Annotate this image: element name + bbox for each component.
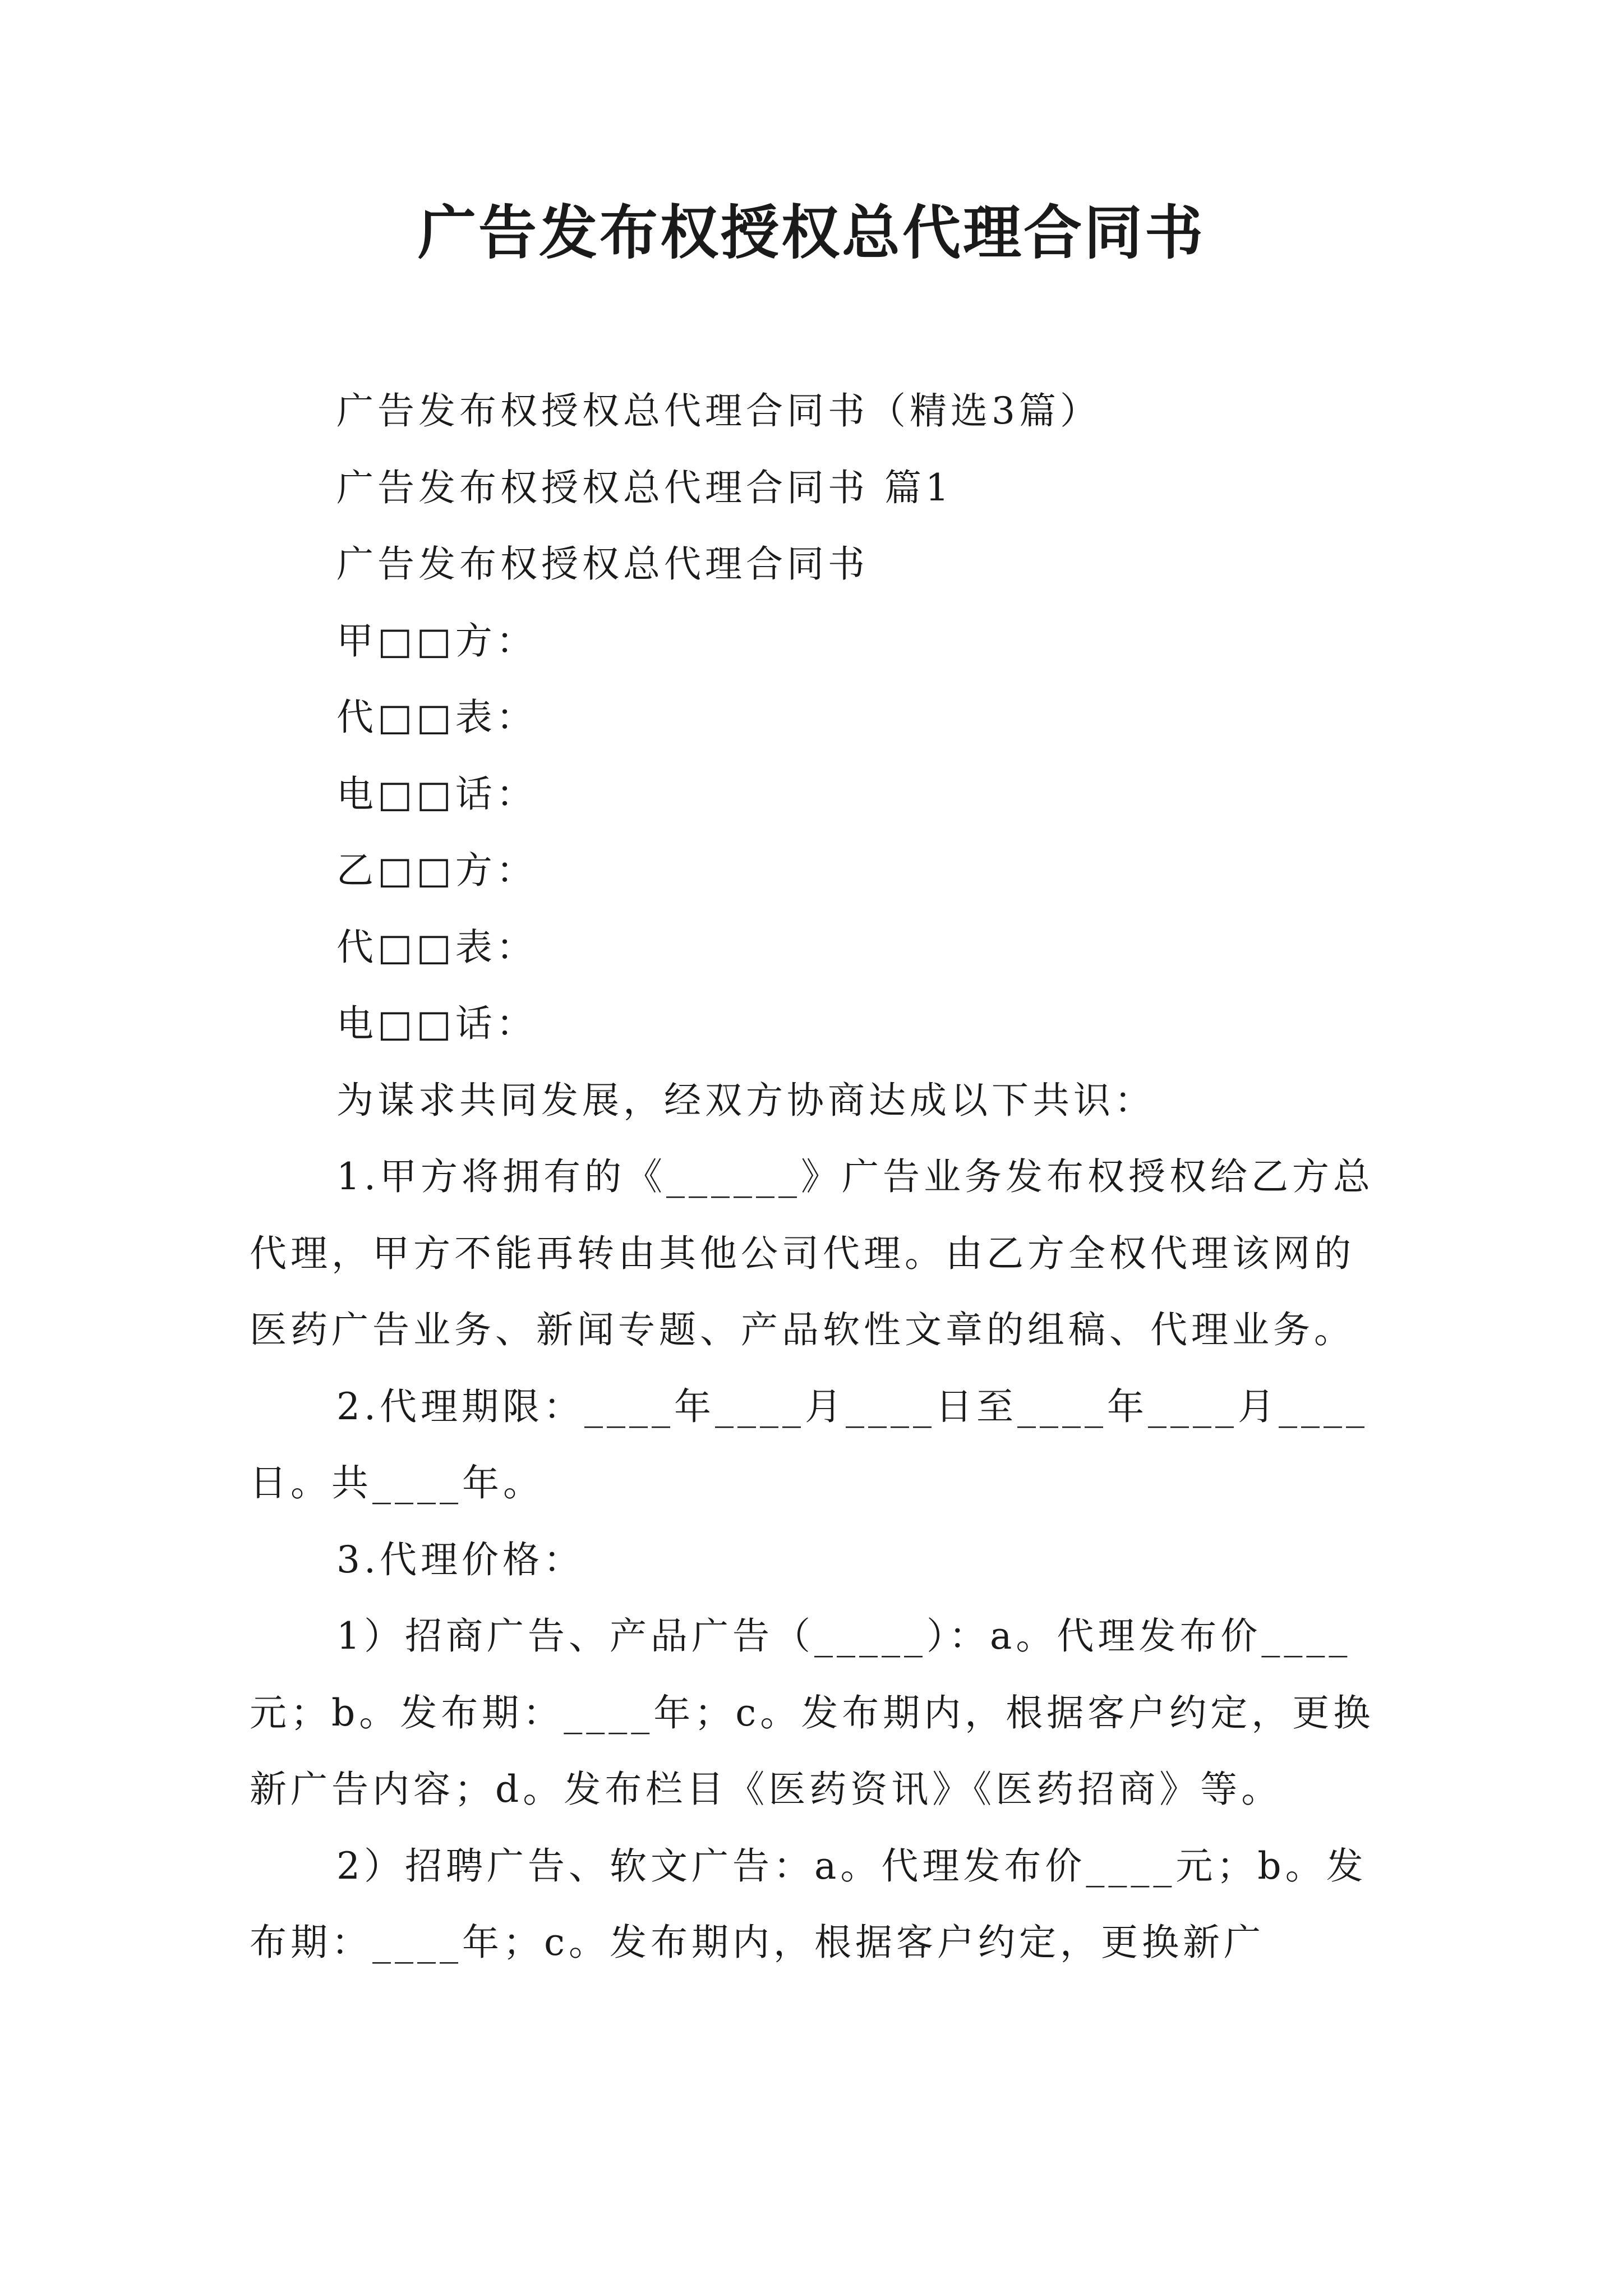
paragraph-preamble: 为谋求共同发展，经双方协商达成以下共识： [336,1078,1155,1122]
clause-2-term: 2.代理期限：____年____月____日至____年____月____日。共____年。 [250,1384,1368,1504]
paragraph-chapter-heading: 广告发布权授权总代理合同书 篇1 [336,466,953,509]
paragraph-subtitle: 广告发布权授权总代理合同书（精选3篇） [336,389,1101,432]
paragraph-contract-name: 广告发布权授权总代理合同书 [336,542,869,586]
document-body [250,373,1382,1981]
clause-3-price-heading: 3.代理价格： [336,1538,584,1581]
party-a-line: 甲□□方： [336,619,537,662]
clause-1: 1.甲方将拥有的《______》广告业务发布权授权给乙方总代理，甲方不能再转由其他公司代理。由乙方全权代理该网的医药广告业务、新闻专题、产品软性文章的组稿、代理业务。 [250,1155,1374,1351]
party-a-representative-line: 代□□表： [336,696,537,739]
document-title: 广告发布权授权总代理合同书 [417,199,1205,267]
party-a-phone-line: 电□□话： [336,772,537,816]
party-b-representative-line: 代□□表： [336,925,537,969]
clause-3-item-1: 1）招商广告、产品广告（_____）：a。代理发布价____元；b。发布期：____年；c。发布期内，根据客户约定，更换新广告内容；d。发布栏目《医药资讯》《医药招商》等。 [250,1614,1375,1811]
clause-3-item-2: 2）招聘广告、软文广告：a。代理发布价____元；b。发布期：____年；c。发布期内，根据客户约定，更换新广 [250,1844,1367,1964]
party-b-phone-line: 电□□话： [336,1002,537,1045]
party-b-line: 乙□□方： [336,849,537,892]
